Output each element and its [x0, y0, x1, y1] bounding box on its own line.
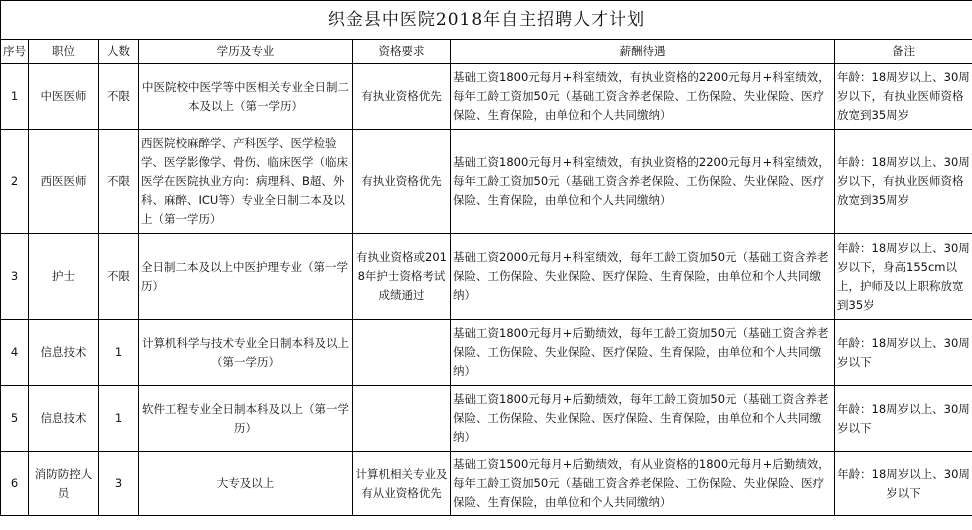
cell-education: 计算机科学与技术专业全日制本科及以上（第一学历） [139, 320, 353, 386]
cell-education: 软件工程专业全日制本科及以上（第一学历） [139, 386, 353, 452]
cell-qualification: 有执业资格优先 [353, 130, 451, 234]
cell-position: 消防防控人员 [29, 452, 99, 516]
cell-qualification [353, 386, 451, 452]
cell-remarks: 年龄：18周岁以上、30周岁以下 [835, 452, 972, 516]
cell-no: 5 [1, 386, 29, 452]
header-salary: 薪酬待遇 [451, 40, 835, 64]
cell-salary: 基础工资1800元每月+后勤绩效，每年工龄工资加50元（基础工资含养老保险、工伤保险、失业保险、医疗保险、生育保险，由单位和个人共同缴纳） [451, 320, 835, 386]
header-row [1, 40, 972, 64]
cell-remarks: 年龄：18周岁以上、30周岁以下，有执业医师资格放宽到35周岁 [835, 130, 972, 234]
cell-remarks: 年龄：18周岁以上、30周岁以下 [835, 320, 972, 386]
table-row [1, 234, 972, 320]
cell-education: 全日制二本及以上中医护理专业（第一学历） [139, 234, 353, 320]
cell-remarks: 年龄：18周岁以上、30周岁以下 [835, 386, 972, 452]
cell-position: 信息技术 [29, 386, 99, 452]
cell-education: 西医院校麻醉学、产科医学、医学检验学、医学影像学、骨伤、临床医学（临床医学在医院执业方向：病理科、B超、外科、麻醉、ICU等）专业全日制二本及以上（第一学历） [139, 130, 353, 234]
cell-no: 2 [1, 130, 29, 234]
table-row [1, 64, 972, 130]
header-position: 职位 [29, 40, 99, 64]
table-row [1, 386, 972, 452]
table-title: 织金县中医院2018年自主招聘人才计划 [1, 1, 972, 40]
cell-qualification: 计算机相关专业及有从业资格优先 [353, 452, 451, 516]
table-row [1, 320, 972, 386]
cell-qualification: 有执业资格或2018年护士资格考试成绩通过 [353, 234, 451, 320]
header-count: 人数 [99, 40, 139, 64]
cell-count: 3 [99, 452, 139, 516]
cell-salary: 基础工资1800元每月+后勤绩效，每年工龄工资加50元（基础工资含养老保险、工伤保险、失业保险、医疗保险、生育保险，由单位和个人共同缴纳） [451, 386, 835, 452]
cell-education: 大专及以上 [139, 452, 353, 516]
header-no: 序号 [1, 40, 29, 64]
cell-count: 不限 [99, 130, 139, 234]
cell-no: 4 [1, 320, 29, 386]
cell-salary: 基础工资1500元每月+后勤绩效，有从业资格的1800元每月+后勤绩效，每年工龄工资加50元（基础工资含养老保险、工伤保险、失业保险、医疗保险、生育保险，由单位和个人共同缴纳） [451, 452, 835, 516]
cell-education: 中医院校中医学等中医相关专业全日制二本及以上（第一学历） [139, 64, 353, 130]
cell-qualification [353, 320, 451, 386]
header-remarks: 备注 [835, 40, 972, 64]
cell-position: 西医医师 [29, 130, 99, 234]
table-row [1, 130, 972, 234]
cell-position: 护士 [29, 234, 99, 320]
cell-position: 中医医师 [29, 64, 99, 130]
header-qualification: 资格要求 [353, 40, 451, 64]
cell-remarks: 年龄：18周岁以上、30周岁以下，身高155cm以上，护师及以上职称放宽到35岁 [835, 234, 972, 320]
cell-count: 1 [99, 320, 139, 386]
cell-salary: 基础工资1800元每月+科室绩效，有执业资格的2200元每月+科室绩效，每年工龄工资加50元（基础工资含养老保险、工伤保险、失业保险、医疗保险、生育保险，由单位和个人共同缴纳） [451, 64, 835, 130]
title-row [1, 1, 972, 40]
cell-no: 3 [1, 234, 29, 320]
cell-salary: 基础工资1800元每月+科室绩效，有执业资格的2200元每月+科室绩效，每年工龄工资加50元（基础工资含养老保险、工伤保险、失业保险、医疗保险、生育保险，由单位和个人共同缴纳） [451, 130, 835, 234]
header-education: 学历及专业 [139, 40, 353, 64]
cell-position: 信息技术 [29, 320, 99, 386]
cell-count: 不限 [99, 234, 139, 320]
cell-no: 6 [1, 452, 29, 516]
cell-salary: 基础工资2000元每月+科室绩效，每年工龄工资加50元（基础工资含养老保险、工伤保险、失业保险、医疗保险、生育保险，由单位和个人共同缴纳） [451, 234, 835, 320]
cell-qualification: 有执业资格优先 [353, 64, 451, 130]
cell-remarks: 年龄：18周岁以上、30周岁以下，有执业医师资格放宽到35周岁 [835, 64, 972, 130]
table-row [1, 452, 972, 516]
cell-count: 1 [99, 386, 139, 452]
cell-count: 不限 [99, 64, 139, 130]
cell-no: 1 [1, 64, 29, 130]
